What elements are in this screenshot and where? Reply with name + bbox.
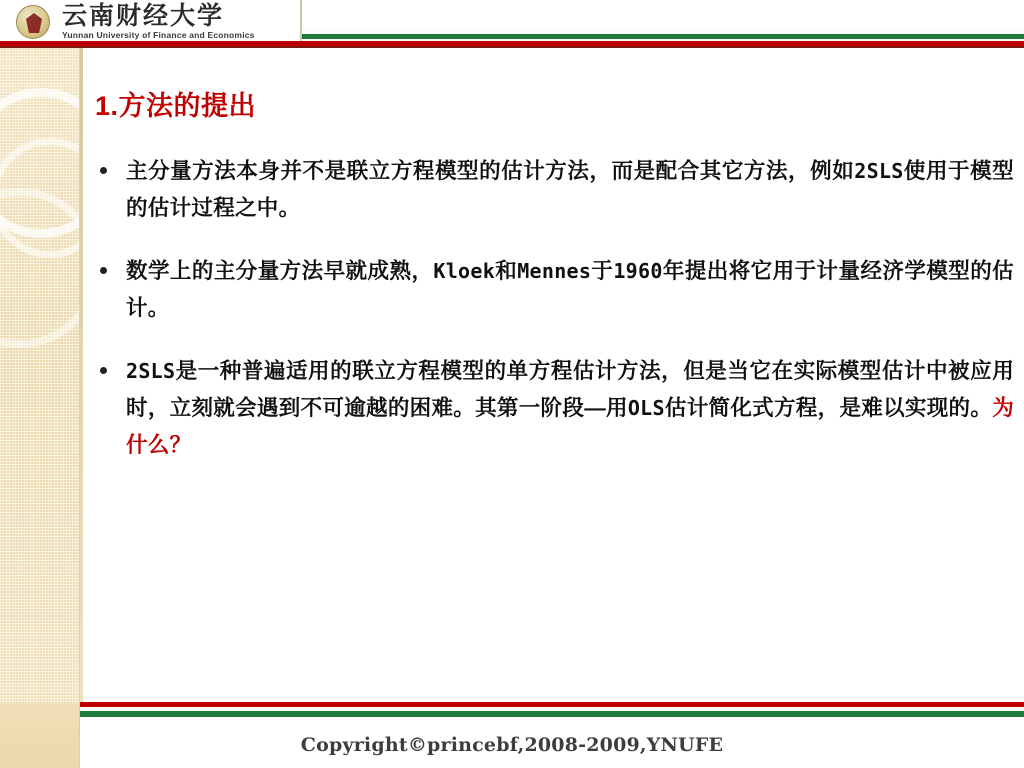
- text-segment: 和: [495, 258, 518, 283]
- bullet-dot-icon: [100, 267, 107, 274]
- text-segment: 1960: [613, 258, 663, 283]
- text-segment: 数学上的主分量方法早就成熟，: [126, 258, 434, 283]
- footer-red-stripe: [0, 702, 1024, 707]
- list-item: [92, 253, 1014, 327]
- page-title: 1.方法的提出: [95, 91, 257, 121]
- left-decorative-panel: [0, 48, 80, 702]
- university-name-cn: 云南财经大学: [62, 2, 225, 30]
- bullet-dot-icon: [100, 367, 107, 374]
- bullet-text: [126, 159, 1014, 220]
- list-item: [92, 353, 1014, 464]
- text-segment: 为什么？: [126, 395, 1014, 457]
- header-green-stripe: [302, 34, 1024, 39]
- slide-content: [84, 48, 1024, 702]
- text-segment: 使用于模型的估计过程之中。: [126, 159, 1014, 220]
- header-logo-area: [0, 0, 302, 46]
- slide-header: [0, 0, 1024, 46]
- text-segment: 2SLS: [126, 358, 176, 383]
- bullet-text: [126, 259, 1014, 320]
- text-segment: 于: [591, 258, 614, 283]
- text-segment: 主分量方法本身并不是联立方程模型的估计方法，而是配合其它方法，例如: [126, 159, 855, 183]
- header-right-area: [302, 0, 1024, 46]
- bullet-list: [92, 153, 1014, 490]
- university-name-en: Yunnan University of Finance and Economics: [62, 30, 255, 40]
- decorative-ring: [0, 188, 80, 348]
- text-segment: 估计简化式方程，是难以实现的。: [664, 395, 993, 420]
- text-segment: 是一种普遍适用的联立方程模型的单方程估计方法，但是当它在实际模型估计中被应用时，立刻就会遇到不可逾越的困难。其第一阶段—用: [126, 358, 1014, 420]
- list-item: [92, 153, 1014, 227]
- text-segment: 年提出将它用于计量经济学模型的估计。: [126, 258, 1014, 320]
- text-segment: 2SLS: [854, 159, 904, 183]
- bullet-dot-icon: [100, 167, 107, 174]
- university-crest-icon: [16, 5, 50, 39]
- panel-edge-divider: [80, 48, 83, 702]
- text-segment: Kloek: [433, 258, 496, 283]
- bullet-text: [126, 359, 1014, 457]
- text-segment: OLS: [627, 395, 665, 420]
- text-segment: Mennes: [517, 258, 592, 283]
- copyright-text: Copyright©princebf,2008-2009,YNUFE: [300, 734, 724, 756]
